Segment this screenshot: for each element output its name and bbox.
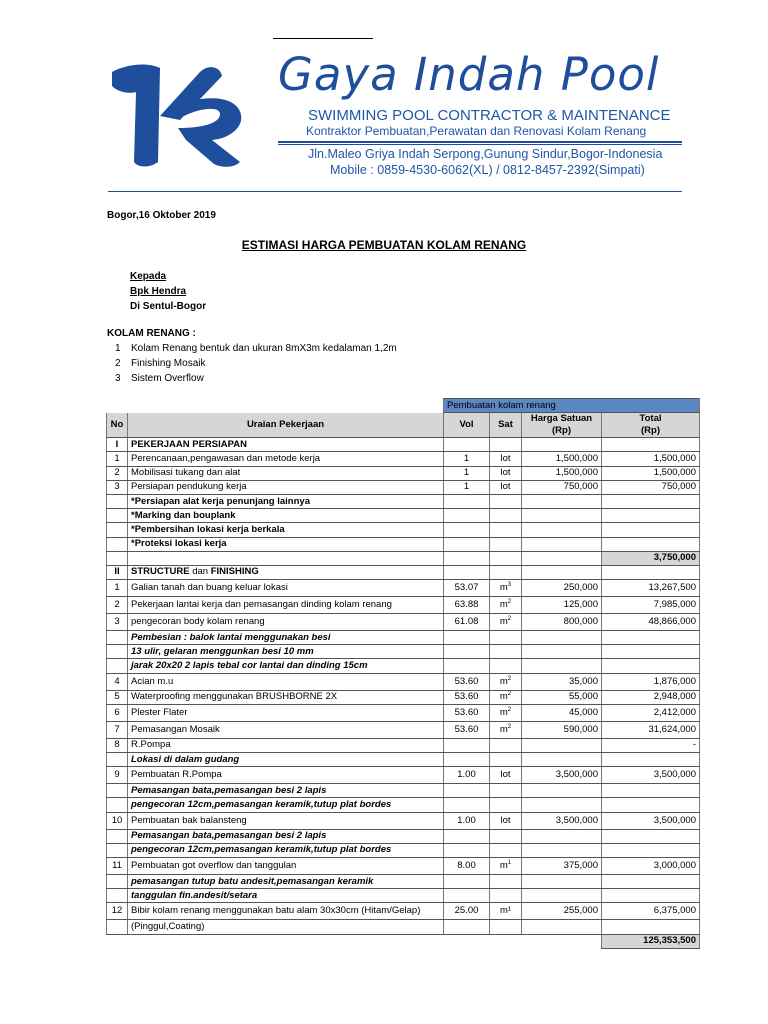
table-row: 9 Pembuatan R.Pompa 1.00 lot 3,500,000 3,500,000 — [107, 767, 700, 784]
company-tagline: SWIMMING POOL CONTRACTOR & MAINTENANCE — [308, 107, 671, 124]
table-row: 3 pengecoran body kolam renang 61.08 $m^2$ 800,000 48,866,000 — [107, 614, 700, 631]
table-header-row — [107, 413, 700, 438]
table-row: 2 Pekerjaan lantai kerja dan pemasangan dinding kolam renang 63.88 $m^2$ 125,000 7,985,000 — [107, 597, 700, 614]
section-row: I PEKERJAAN PERSIAPAN — [107, 438, 700, 452]
note-row: *Persiapan alat kerja penunjang lainnya — [107, 494, 700, 508]
table-row: 1 Galian tanah dan buang keluar lokasi 53.07 $m^3$ 250,000 13,267,500 — [107, 580, 700, 597]
company-name: Gaya Indah Pool — [278, 48, 660, 101]
note-row: Lokasi di dalam gudang — [107, 753, 700, 767]
note-row: Pembesian : balok lantai menggunakan besi — [107, 631, 700, 645]
note-row: jarak 20x20 2 lapis tebal cor lantai dan dinding 15cm — [107, 659, 700, 673]
grand-total-value: 125,353,500 — [602, 934, 700, 948]
header-rule-thin — [278, 144, 682, 145]
table-row: 5 Waterproofing menggunakan BRUSHBORNE 2X 53.60 $m^2$ 55,000 2,948,000 — [107, 690, 700, 704]
company-mobile: Mobile : 0859-4530-6062(XL) / 0812-8457-2392(Simpati) — [330, 163, 645, 177]
recipient-to: Kepada — [130, 271, 167, 282]
table-row: 4 Acian m.u 53.60 $m^2$ 35,000 1,876,000 — [107, 673, 700, 690]
pool-item-no: 1 — [115, 343, 121, 354]
note-row: *Pembersihan lokasi kerja berkala — [107, 523, 700, 537]
table-row: 2 Mobilisasi tukang dan alat 1 lot 1,500,000 1,500,000 — [107, 466, 700, 480]
col-desc: Uraian Pekerjaan — [128, 413, 444, 438]
note-row: tanggulan fin.andesit/setara — [107, 889, 700, 903]
table-row: 10 Pembuatan bak balansteng 1.00 lot 3,500,000 3,500,000 — [107, 812, 700, 829]
subtotal-value: 3,750,000 — [602, 551, 700, 565]
header-rule — [278, 141, 682, 143]
col-total: Total (Rp) — [602, 413, 700, 438]
table-row: 1 Perencanaan,pengawasan dan metode kerja 1 lot 1,500,000 1,500,000 — [107, 452, 700, 466]
pool-heading: KOLAM RENANG : — [107, 328, 196, 339]
document-title: ESTIMASI HARGA PEMBUATAN KOLAM RENANG — [241, 238, 527, 252]
recipient-name: Bpk Hendra — [130, 286, 187, 297]
table-row: 6 Plester Flater 53.60 $m^2$ 45,000 2,412,000 — [107, 704, 700, 721]
table-row: 3 Persiapan pendukung kerja 1 lot 750,000 750,000 — [107, 480, 700, 494]
pool-item-text: Finishing Mosaik — [131, 358, 206, 369]
grand-total-row — [107, 934, 700, 948]
pool-item-no: 3 — [115, 373, 121, 384]
pool-item-text: Kolam Renang bentuk dan ukuran 8mX3m kedalaman 1,2m — [131, 343, 397, 354]
recipient-place: Di Sentul-Bogor — [130, 301, 207, 312]
company-tagline-sub: Kontraktor Pembuatan,Perawatan dan Renovasi Kolam Renang — [306, 124, 647, 138]
estimate-table — [106, 398, 700, 949]
note-row: *Marking dan bouplank — [107, 509, 700, 523]
company-logo-icon — [108, 58, 246, 170]
note-row: (Pinggul,Coating) — [107, 920, 700, 934]
col-vol: Vol — [444, 413, 490, 438]
col-no: No — [107, 413, 128, 438]
pool-item-text: Sistem Overflow — [131, 373, 204, 384]
section-row: II STRUCTURE dan FINISHING — [107, 565, 700, 579]
table-row: 7 Pemasangan Mosaik 53.60 $m^2$ 590,000 31,624,000 — [107, 721, 700, 738]
pool-item-no: 2 — [115, 358, 121, 369]
company-address: Jln.Maleo Griya Indah Serpong,Gunung Sindur,Bogor-Indonesia — [308, 147, 663, 161]
top-rule — [273, 38, 373, 39]
header-bottom-rule — [108, 191, 682, 192]
table-row: 11 Pembuatan got overflow dan tanggulan 8.00 $m^1$ 375,000 3,000,000 — [107, 857, 700, 874]
note-row: 13 ulir, gelaran menggunkan besi 10 mm — [107, 645, 700, 659]
col-sat: Sat — [490, 413, 522, 438]
letter-date: Bogor,16 Oktober 2019 — [107, 210, 216, 221]
table-row: 8 R.Pompa - — [107, 738, 700, 752]
subtotal-row — [107, 551, 700, 565]
group-header: Pembuatan kolam renang — [444, 399, 700, 413]
note-row: *Proteksi lokasi kerja — [107, 537, 700, 551]
note-row: Pemasangan bata,pemasangan besi 2 lapis — [107, 784, 700, 798]
col-price: Harga Satuan (Rp) — [522, 413, 602, 438]
note-row: pengecoran 12cm,pemasangan keramik,tutup plat bordes — [107, 798, 700, 812]
note-row: Pemasangan bata,pemasangan besi 2 lapis — [107, 829, 700, 843]
note-row: pengecoran 12cm,pemasangan keramik,tutup plat bordes — [107, 843, 700, 857]
table-row: 12 Bibir kolam renang menggunakan batu alam 30x30cm (Hitam/Gelap) 25.00 m¹ 255,000 6,375,000 — [107, 903, 700, 920]
note-row: pemasangan tutup batu andesit,pemasangan keramik — [107, 874, 700, 888]
